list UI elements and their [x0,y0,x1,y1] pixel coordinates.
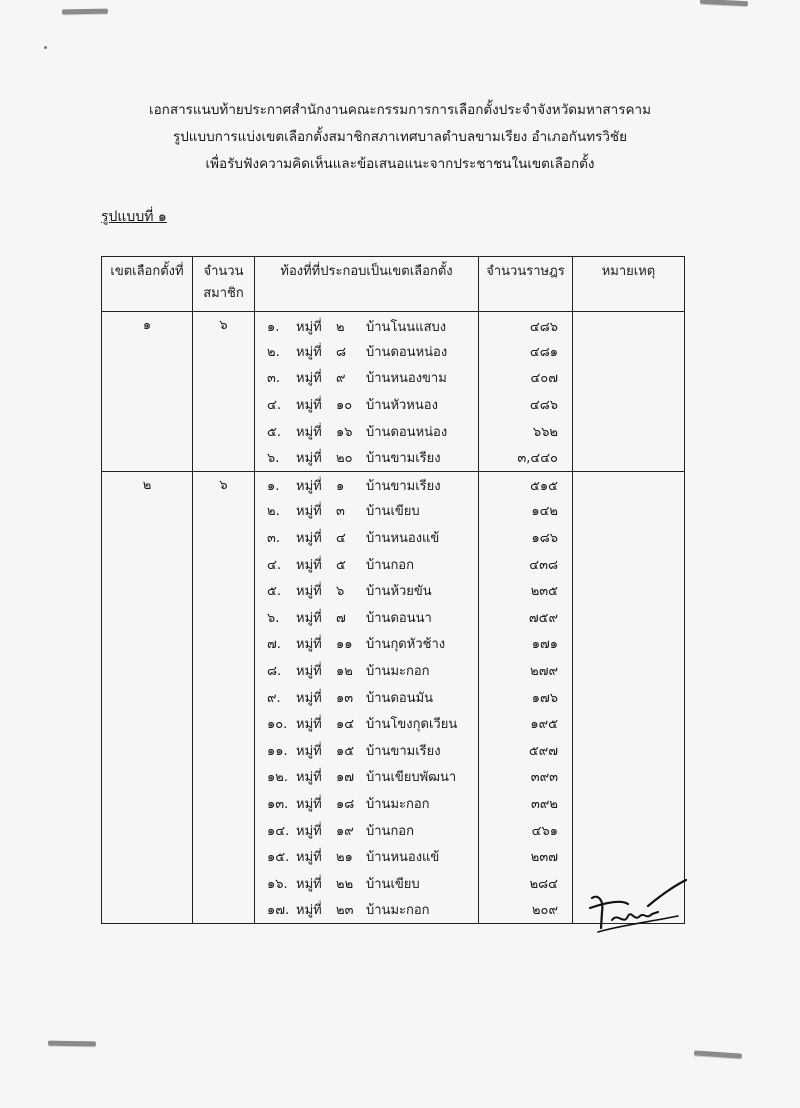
population-cell: ๔๘๑ [479,338,573,365]
header-members [193,257,255,312]
punch-dot [44,46,47,49]
table-row [102,338,685,365]
location-cell [255,391,479,418]
zone-cell [102,418,193,445]
table-row [102,817,685,844]
zone-cell [102,710,193,737]
moo-number: ๒๐ [336,451,353,467]
zone-cell [102,737,193,764]
moo-label: หมู่ที่ [296,344,322,360]
location-cell [255,577,479,604]
note-cell [573,577,685,604]
members-cell [193,631,255,658]
header-population: จำนวนราษฎร [479,257,573,312]
population-cell: ๑๗๖ [479,684,573,711]
population-cell: ๒๗๙ [479,657,573,684]
note-cell [573,843,685,870]
note-cell [573,551,685,578]
population-cell: ๒๓๕ [479,577,573,604]
table-row [102,577,685,604]
location-cell [255,843,479,870]
item-number: ๑๑. [267,743,288,759]
population-cell: ๔๘๖ [479,391,573,418]
village-name: บ้านมะกอก [366,664,430,680]
members-cell [193,817,255,844]
members-cell [193,524,255,551]
village-name: บ้านมะกอก [366,796,430,812]
moo-number: ๑๓ [336,690,354,706]
location-line [255,873,478,894]
location-cell [255,897,479,924]
item-number: ๑๔. [267,823,290,839]
village-name: บ้านเขียบพัฒนา [366,770,457,786]
table-row [102,365,685,392]
item-number: ๒. [267,344,280,360]
moo-label: หมู่ที่ [296,796,322,812]
moo-label: หมู่ที่ [296,424,322,440]
population-cell: ๒๓๗ [479,843,573,870]
item-number: ๖. [267,451,280,467]
item-number: ๕. [267,584,281,600]
zone-cell [102,657,193,684]
location-line [255,316,478,337]
moo-label: หมู่ที่ [296,398,322,414]
note-cell [573,444,685,471]
location-cell [255,764,479,791]
moo-number: ๘ [336,344,347,360]
location-cell [255,710,479,737]
village-name: บ้านโขงกุดเวียน [366,717,458,733]
village-name: บ้านกอก [366,557,414,573]
item-number: ๑๕. [267,850,290,866]
members-cell: ๖ [193,471,255,498]
village-name: บ้านขามเรียง [366,479,441,495]
signature [588,876,688,936]
village-name: บ้านขามเรียง [366,451,441,467]
location-line [255,554,478,575]
location-cell [255,312,479,339]
item-number: ๑๗. [267,903,290,919]
note-cell [573,817,685,844]
population-cell: ๕๙๗ [479,737,573,764]
zone-cell [102,631,193,658]
table-row [102,498,685,525]
table-row [102,418,685,445]
moo-label: หมู่ที่ [296,557,322,573]
zone-cell [102,897,193,924]
location-line [255,633,478,654]
location-line [255,527,478,548]
members-cell [193,684,255,711]
location-line [255,421,478,442]
note-cell [573,631,685,658]
note-cell [573,365,685,392]
members-cell [193,897,255,924]
village-name: บ้านหนองขาม [366,371,447,387]
members-cell [193,710,255,737]
note-cell [573,391,685,418]
moo-number: ๒๓ [336,903,354,919]
moo-label: หมู่ที่ [296,850,322,866]
location-line [255,687,478,708]
members-cell [193,790,255,817]
location-cell [255,524,479,551]
item-number: ๑. [267,479,280,495]
village-name: บ้านดอนหน่อง [366,344,448,360]
moo-number: ๒๒ [336,876,354,892]
moo-label: หมู่ที่ [296,717,322,733]
note-cell [573,790,685,817]
moo-label: หมู่ที่ [296,743,322,759]
table-row [102,604,685,631]
village-name: บ้านดอนนา [366,610,432,626]
moo-number: ๕ [336,557,346,573]
item-number: ๙. [267,690,281,706]
location-line [255,341,478,362]
location-cell [255,338,479,365]
moo-number: ๑๒ [336,664,353,680]
population-cell: ๑๘๖ [479,524,573,551]
location-line [255,580,478,601]
population-cell: ๒๘๔ [479,870,573,897]
location-line [255,846,478,867]
population-cell: ๓๙๓ [479,764,573,791]
table-row [102,391,685,418]
zone-cell: ๒ [102,471,193,498]
header-line-1: เอกสารแนบท้ายประกาศสำนักงานคณะกรรมการการเลือกตั้งประจำจังหวัดมหาสารคาม [148,102,652,118]
village-name: บ้านดอนมัน [366,690,434,706]
moo-number: ๒ [336,319,345,335]
village-name: บ้านโนนแสบง [366,319,447,335]
moo-number: ๔ [336,531,346,547]
table-row [102,444,685,471]
note-cell [573,737,685,764]
moo-label: หมู่ที่ [296,319,322,335]
zone-cell [102,551,193,578]
table-row [102,631,685,658]
staple-mark [700,0,748,6]
moo-label: หมู่ที่ [296,770,322,786]
members-cell [193,657,255,684]
village-name: บ้านห้วยขัน [366,584,432,600]
village-name: บ้านมะกอก [366,903,430,919]
population-cell: ๔๐๗ [479,365,573,392]
item-number: ๑๒. [267,770,288,786]
population-cell: ๖๖๒ [479,418,573,445]
header-members-line2: สมาชิก [203,286,244,301]
location-line [255,793,478,814]
moo-label: หมู่ที่ [296,823,322,839]
zone-cell [102,524,193,551]
zone-cell [102,604,193,631]
population-cell: ๓,๔๔๐ [479,444,573,471]
zone-cell [102,870,193,897]
village-name: บ้านขามเรียง [366,743,441,759]
moo-number: ๑๐ [336,398,353,414]
location-line [255,394,478,415]
location-cell [255,737,479,764]
moo-number: ๑๖ [336,424,353,440]
population-cell: ๔๖๑ [479,817,573,844]
location-line [255,766,478,787]
moo-label: หมู่ที่ [296,664,322,680]
item-number: ๑๓. [267,796,289,812]
zone-cell [102,338,193,365]
population-cell: ๑๗๑ [479,631,573,658]
location-cell [255,870,479,897]
header-note: หมายเหตุ [573,257,685,312]
moo-number: ๑๗ [336,770,355,786]
item-number: ๖. [267,610,280,626]
moo-number: ๑๔ [336,717,355,733]
location-cell [255,444,479,471]
note-cell [573,684,685,711]
item-number: ๒. [267,504,280,520]
members-cell [193,870,255,897]
population-cell: ๔๘๖ [479,312,573,339]
pattern-subtitle: รูปแบบที่ ๑ [101,209,167,225]
zone-cell [102,843,193,870]
item-number: ๔. [267,398,281,414]
location-line [255,713,478,734]
location-cell [255,684,479,711]
table-row [102,551,685,578]
members-cell [193,391,255,418]
location-cell [255,790,479,817]
population-cell: ๓๙๒ [479,790,573,817]
zone-cell [102,790,193,817]
location-cell [255,604,479,631]
item-number: ๑. [267,319,280,335]
location-cell [255,418,479,445]
location-cell [255,498,479,525]
note-cell [573,604,685,631]
location-line [255,367,478,388]
location-cell [255,657,479,684]
item-number: ๑๖. [267,876,288,892]
table-row [102,657,685,684]
zone-cell: ๑ [102,312,193,339]
zone-cell [102,817,193,844]
location-cell [255,631,479,658]
population-cell: ๒๐๙ [479,897,573,924]
village-name: บ้านหัวหนอง [366,398,438,414]
header-line-3: เพื่อรับฟังความคิดเห็นและข้อเสนอแนะจากประชาชนในเขตเลือกตั้ง [205,156,595,172]
location-line [255,820,478,841]
note-cell [573,710,685,737]
moo-number: ๑๘ [336,796,355,812]
header-members-line1: จำนวน [203,264,244,279]
members-cell [193,577,255,604]
moo-number: ๑ [336,479,345,495]
village-name: บ้านเขียบ [366,504,420,520]
zone-cell [102,764,193,791]
item-number: ๘. [267,664,282,680]
members-cell [193,764,255,791]
staple-mark [694,1050,742,1058]
moo-label: หมู่ที่ [296,876,322,892]
location-cell [255,551,479,578]
note-cell [573,524,685,551]
header-line-2: รูปแบบการแบ่งเขตเลือกตั้งสมาชิกสภาเทศบาลตำบลขามเรียง อำเภอกันทรวิชัย [172,129,628,145]
zone-cell [102,391,193,418]
moo-label: หมู่ที่ [296,504,322,520]
item-number: ๑๐. [267,717,288,733]
population-cell: ๕๑๕ [479,471,573,498]
header-location: ท้องที่ที่ประกอบเป็นเขตเลือกตั้ง [255,257,479,312]
staple-mark [62,9,108,15]
moo-number: ๑๙ [336,823,354,839]
moo-number: ๑๑ [336,637,353,653]
staple-mark [48,1041,96,1047]
moo-label: หมู่ที่ [296,610,322,626]
district-table [101,256,685,924]
zone-cell [102,684,193,711]
members-cell [193,418,255,445]
location-cell [255,471,479,498]
members-cell [193,338,255,365]
members-cell [193,365,255,392]
note-cell [573,498,685,525]
members-cell [193,737,255,764]
location-line [255,607,478,628]
header-zone: เขตเลือกตั้งที่ [102,257,193,312]
members-cell [193,498,255,525]
members-cell [193,843,255,870]
moo-number: ๓ [336,504,345,520]
zone-cell [102,444,193,471]
members-cell [193,604,255,631]
location-line [255,475,478,496]
item-number: ๔. [267,557,281,573]
note-cell [573,418,685,445]
note-cell [573,764,685,791]
item-number: ๓. [267,531,281,547]
location-line [255,899,478,920]
zone-cell [102,577,193,604]
members-cell [193,551,255,578]
note-cell [573,312,685,339]
table-row [102,843,685,870]
moo-label: หมู่ที่ [296,371,322,387]
note-cell [573,471,685,498]
note-cell [573,338,685,365]
document-header [0,97,800,178]
table-row [102,790,685,817]
population-cell: ๔๓๘ [479,551,573,578]
location-line [255,740,478,761]
table-body [102,312,685,924]
village-name: บ้านกุดหัวช้าง [366,637,446,653]
location-line [255,447,478,468]
location-cell [255,365,479,392]
moo-number: ๑๕ [336,743,355,759]
table-row [102,737,685,764]
table-row [102,764,685,791]
location-cell [255,817,479,844]
zone-cell [102,498,193,525]
table-row [102,471,685,498]
moo-number: ๒๑ [336,850,353,866]
moo-label: หมู่ที่ [296,479,322,495]
table-row [102,684,685,711]
moo-number: ๖ [336,584,345,600]
moo-label: หมู่ที่ [296,690,322,706]
moo-label: หมู่ที่ [296,451,322,467]
population-cell: ๑๙๕ [479,710,573,737]
village-name: บ้านดอนหน่อง [366,424,448,440]
table-header-row [102,257,685,312]
zone-cell [102,365,193,392]
moo-number: ๗ [336,610,346,626]
members-cell [193,444,255,471]
moo-label: หมู่ที่ [296,531,322,547]
location-line [255,500,478,521]
village-name: บ้านหนองแข้ [366,531,440,547]
moo-label: หมู่ที่ [296,584,322,600]
table-row [102,312,685,339]
moo-label: หมู่ที่ [296,903,322,919]
location-line [255,660,478,681]
item-number: ๕. [267,424,281,440]
moo-label: หมู่ที่ [296,637,322,653]
population-cell: ๗๕๙ [479,604,573,631]
moo-number: ๙ [336,371,346,387]
population-cell: ๑๔๒ [479,498,573,525]
table-row [102,710,685,737]
village-name: บ้านหนองแข้ [366,850,440,866]
village-name: บ้านกอก [366,823,414,839]
note-cell [573,657,685,684]
item-number: ๗. [267,637,281,653]
village-name: บ้านเขียบ [366,876,420,892]
members-cell: ๖ [193,312,255,339]
item-number: ๓. [267,371,281,387]
table-row [102,524,685,551]
